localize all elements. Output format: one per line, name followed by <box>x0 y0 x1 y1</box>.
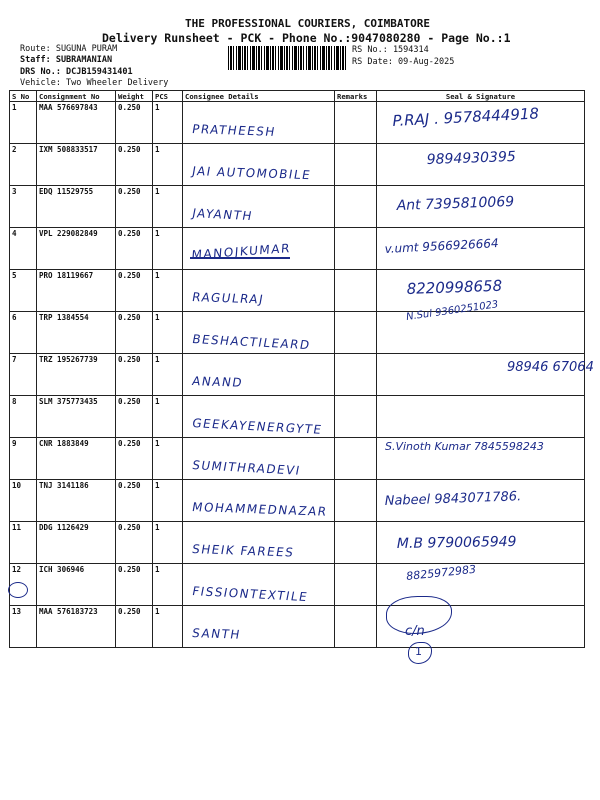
row-consignee-handwriting: ANAND <box>191 374 245 390</box>
table-row <box>10 228 585 270</box>
row-remarks <box>335 354 377 396</box>
row-weight: 0.250 <box>116 396 153 438</box>
row-weight: 0.250 <box>116 312 153 354</box>
row-consignee-cell <box>183 354 335 396</box>
row-pcs: 1 <box>153 354 183 396</box>
row-consignee-handwriting: GEEKAYENERGYTE <box>191 416 324 437</box>
row-consignment-no: IXM 508833517 <box>37 144 116 186</box>
row-consignee-handwriting: SUMITHRADEVI <box>191 458 303 478</box>
row-consignee-handwriting: PRATHEESH <box>191 122 278 139</box>
row-consignment-no: SLM 375773435 <box>37 396 116 438</box>
header-remarks: Remarks <box>335 91 377 102</box>
row-signature-handwriting: N.Sul 9360251023 <box>405 299 500 323</box>
row-pcs: 1 <box>153 102 183 144</box>
table-row <box>10 606 585 648</box>
row-sno: 10 <box>10 480 37 522</box>
row-consignment-no: DDG 1126429 <box>37 522 116 564</box>
route-label: Route: SUGUNA PURAM <box>20 44 118 54</box>
row-weight: 0.250 <box>116 564 153 606</box>
row-consignment-no: CNR 1883849 <box>37 438 116 480</box>
row-consignee-handwriting: SANTH <box>191 626 243 642</box>
row-weight: 0.250 <box>116 270 153 312</box>
row-signature-handwriting: P.RAJ . 9578444918 <box>392 104 540 130</box>
header-pcs: PCS <box>153 91 183 102</box>
row-consignee-cell <box>183 312 335 354</box>
row-weight: 0.250 <box>116 354 153 396</box>
table-header-row <box>10 91 585 102</box>
row-signature-cell <box>377 396 585 438</box>
row-consignment-no: ICH 306946 <box>37 564 116 606</box>
row-remarks <box>335 186 377 228</box>
row-consignee-handwriting: MOHAMMEDNAZAR <box>191 500 329 519</box>
row-signature-cell <box>377 102 585 144</box>
row-signature-handwriting: Nabeel 9843071786. <box>384 489 522 509</box>
row-pcs: 1 <box>153 438 183 480</box>
row-consignment-no: MAA 576697843 <box>37 102 116 144</box>
page-subtitle: Delivery Runsheet - PCK - Phone No.:9047080280 - Page No.:1 <box>102 31 511 45</box>
row-pcs: 1 <box>153 312 183 354</box>
row-weight: 0.250 <box>116 480 153 522</box>
row-signature-cell <box>377 186 585 228</box>
row-remarks <box>335 270 377 312</box>
strikethrough-mark <box>190 257 290 259</box>
row-pcs: 1 <box>153 228 183 270</box>
table-row <box>10 186 585 228</box>
barcode-image <box>228 46 348 70</box>
row-sno: 7 <box>10 354 37 396</box>
row-sno: 3 <box>10 186 37 228</box>
row-sno: 1 <box>10 102 37 144</box>
row-consignee-cell <box>183 186 335 228</box>
row-consignment-no: TRP 1384554 <box>37 312 116 354</box>
row-signature-cell <box>377 228 585 270</box>
row-weight: 0.250 <box>116 522 153 564</box>
row-consignee-cell <box>183 228 335 270</box>
table-row <box>10 564 585 606</box>
row-consignment-no: VPL 229082849 <box>37 228 116 270</box>
row-consignment-no: MAA 576183723 <box>37 606 116 648</box>
row-sno: 9 <box>10 438 37 480</box>
row-remarks <box>335 480 377 522</box>
row-sno: 8 <box>10 396 37 438</box>
header-signature: Seal & Signature <box>377 91 585 102</box>
row-signature-handwriting: v.umt 9566926664 <box>384 236 499 256</box>
rs-number: RS No.: 1594314 <box>352 45 429 55</box>
row-signature-cell <box>377 480 585 522</box>
row-sno: 2 <box>10 144 37 186</box>
row-pcs: 1 <box>153 522 183 564</box>
row-weight: 0.250 <box>116 144 153 186</box>
row-consignment-no: TRZ 195267739 <box>37 354 116 396</box>
rs-date: RS Date: 09-Aug-2025 <box>352 57 455 67</box>
row-remarks <box>335 564 377 606</box>
row-signature-handwriting: S.Vinoth Kumar 7845598243 <box>385 440 544 453</box>
row-weight: 0.250 <box>116 438 153 480</box>
header-weight: Weight <box>116 91 153 102</box>
row-pcs: 1 <box>153 480 183 522</box>
staff-label: Staff: SUBRAMANIAN <box>20 55 113 65</box>
row-consignment-no: TNJ 3141186 <box>37 480 116 522</box>
runsheet-table <box>9 90 594 648</box>
row-consignment-no: PRO 18119667 <box>37 270 116 312</box>
row-weight: 0.250 <box>116 102 153 144</box>
row-sno: 11 <box>10 522 37 564</box>
drs-label: DRS No.: DCJB159431401 <box>20 67 133 77</box>
row-remarks <box>335 228 377 270</box>
row-remarks <box>335 522 377 564</box>
row-remarks <box>335 606 377 648</box>
row-pcs: 1 <box>153 606 183 648</box>
row-consignee-handwriting: JAYANTH <box>191 206 255 224</box>
row-consignee-cell <box>183 102 335 144</box>
row-weight: 0.250 <box>116 606 153 648</box>
row-signature-cell <box>377 522 585 564</box>
row-signature-handwriting: 8825972983 <box>405 562 477 583</box>
row-pcs: 1 <box>153 396 183 438</box>
row-consignment-no: EDQ 11529755 <box>37 186 116 228</box>
row-consignee-handwriting: SHEIK FAREES <box>191 542 296 560</box>
table-row <box>10 438 585 480</box>
row-signature-cell <box>377 354 594 396</box>
table-row <box>10 522 585 564</box>
row-signature-handwriting: 9894930395 <box>426 148 517 168</box>
row-sno: 13 <box>10 606 37 648</box>
row-remarks <box>335 144 377 186</box>
table-row <box>10 354 585 396</box>
table-row <box>10 102 585 144</box>
row-consignee-handwriting: BESHACTILEARD <box>191 332 312 353</box>
row-remarks <box>335 438 377 480</box>
row-sno: 12 <box>10 564 37 606</box>
row-consignee-handwriting: JAI AUTOMOBILE <box>191 164 313 183</box>
row-consignee-cell <box>183 522 335 564</box>
row-consignee-handwriting: FISSIONTEXTILE <box>191 584 310 605</box>
row-consignee-cell <box>183 606 335 648</box>
row-consignee-cell <box>183 396 335 438</box>
circled-one-text: 1 <box>415 645 422 658</box>
row-pcs: 1 <box>153 564 183 606</box>
circled-row-marker <box>8 582 28 598</box>
page-title: THE PROFESSIONAL COURIERS, COIMBATORE <box>185 17 431 30</box>
table-row <box>10 396 585 438</box>
vehicle-label: Vehicle: Two Wheeler Delivery <box>20 78 169 88</box>
row-consignee-cell <box>183 564 335 606</box>
row-weight: 0.250 <box>116 228 153 270</box>
header-consignee: Consignee Details <box>183 91 335 102</box>
row-remarks <box>335 312 377 354</box>
table-row <box>10 144 585 186</box>
row-signature-handwriting: Ant 7395810069 <box>396 193 515 214</box>
row-signature-handwriting: c/n <box>405 624 425 639</box>
row-signature-cell <box>377 564 585 606</box>
row-sno: 4 <box>10 228 37 270</box>
row-sno: 6 <box>10 312 37 354</box>
row-remarks <box>335 102 377 144</box>
row-weight: 0.250 <box>116 186 153 228</box>
row-signature-cell <box>377 606 585 648</box>
row-signature-handwriting: 8220998658 <box>406 276 503 298</box>
table-row <box>10 480 585 522</box>
row-signature-cell <box>377 438 585 480</box>
row-consignee-handwriting: MANOJKUMAR <box>191 241 292 262</box>
row-signature-handwriting: 98946 67064 <box>507 360 594 375</box>
row-consignee-handwriting: RAGULRAJ <box>191 290 266 307</box>
row-sno: 5 <box>10 270 37 312</box>
header-consignment: Consignment No <box>37 91 116 102</box>
row-signature-cell <box>377 144 585 186</box>
table-row <box>10 312 585 354</box>
row-signature-handwriting: M.B 9790065949 <box>396 533 517 552</box>
row-pcs: 1 <box>153 144 183 186</box>
row-consignee-cell <box>183 144 335 186</box>
row-pcs: 1 <box>153 186 183 228</box>
row-pcs: 1 <box>153 270 183 312</box>
header-sno: S No <box>10 91 37 102</box>
row-consignee-cell <box>183 480 335 522</box>
row-signature-cell <box>377 299 585 354</box>
row-remarks <box>335 396 377 438</box>
row-consignee-cell <box>183 270 335 312</box>
row-consignee-cell <box>183 438 335 480</box>
